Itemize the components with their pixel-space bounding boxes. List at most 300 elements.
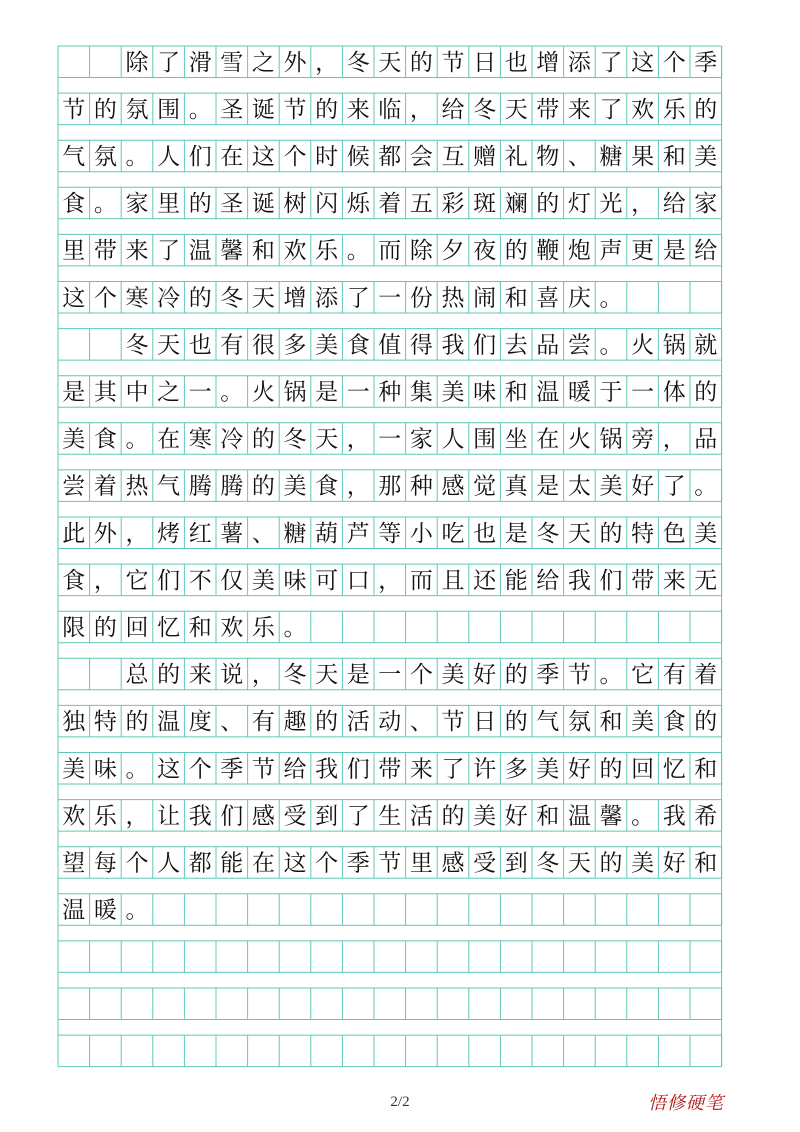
- grid-character: 感: [441, 850, 465, 877]
- grid-character: 气: [62, 143, 86, 170]
- grid-character: 值: [378, 332, 402, 359]
- grid-character: 的: [188, 191, 212, 218]
- grid-character: 来: [188, 662, 212, 689]
- grid-character: 锅: [662, 332, 686, 359]
- grid-character: 多: [283, 332, 307, 359]
- grid-character: 食: [346, 332, 370, 359]
- grid-character: 温: [536, 379, 560, 406]
- grid-character: 欢: [631, 96, 655, 123]
- grid-character: 人: [157, 143, 181, 170]
- grid-character: 是: [536, 473, 560, 500]
- grid-character: 了: [599, 96, 623, 123]
- grid-character: 的: [504, 238, 528, 265]
- grid-character: 受: [283, 803, 307, 830]
- grid-character: 灯: [567, 191, 591, 218]
- grid-character: 一: [378, 285, 402, 312]
- grid-character: 特: [93, 709, 117, 736]
- grid-character: 都: [378, 143, 402, 170]
- grid-character: 个: [662, 49, 686, 76]
- grid-character: 受: [473, 850, 497, 877]
- grid-character: 冬: [536, 520, 560, 547]
- grid-character: 人: [157, 850, 181, 877]
- grid-character: 天: [157, 332, 181, 359]
- grid-character: 给: [694, 238, 718, 265]
- grid-character: 很: [251, 332, 275, 359]
- grid-character: 感: [441, 473, 465, 500]
- grid-character: 不: [188, 567, 212, 594]
- grid-character: 。: [93, 191, 117, 218]
- grid-character: 着: [378, 191, 402, 218]
- grid-character: 的: [188, 285, 212, 312]
- grid-character: 得: [409, 332, 433, 359]
- grid-character: 和: [694, 850, 718, 877]
- grid-character: 此: [62, 520, 86, 547]
- grid-character: 美: [631, 850, 655, 877]
- grid-character: 馨: [599, 803, 623, 830]
- grid-character: 时: [315, 143, 339, 170]
- grid-character: 个: [188, 756, 212, 783]
- grid-character: 美: [631, 709, 655, 736]
- grid-character: 热: [125, 473, 149, 500]
- grid-character: 外: [283, 49, 307, 76]
- grid-character: 欢: [62, 803, 86, 830]
- grid-character: 热: [441, 285, 465, 312]
- grid-character: 美: [536, 756, 560, 783]
- grid-character: 口: [346, 567, 370, 594]
- paragraph: [62, 662, 717, 924]
- grid-character: ，: [93, 567, 117, 594]
- grid-character: 增: [283, 285, 307, 312]
- grid-character: 日: [473, 709, 497, 736]
- grid-character: 薯: [220, 520, 244, 547]
- grid-character: 人: [441, 426, 465, 453]
- grid-character: 了: [157, 238, 181, 265]
- grid-character: 味: [473, 379, 497, 406]
- grid-character: 冷: [220, 426, 244, 453]
- grid-character: 腾: [220, 473, 244, 500]
- grid-character: 能: [220, 850, 244, 877]
- grid-character: 。: [631, 803, 655, 830]
- grid-character: 。: [220, 379, 244, 406]
- grid-character: 美: [315, 332, 339, 359]
- grid-character: 食: [662, 709, 686, 736]
- grid-character: 节: [378, 850, 402, 877]
- grid-character: 在: [157, 426, 181, 453]
- grid-character: 的: [157, 662, 181, 689]
- grid-character: 它: [125, 567, 149, 594]
- grid-character: 带: [378, 756, 402, 783]
- grid-character: 夜: [473, 238, 497, 265]
- grid-character: 美: [694, 143, 718, 170]
- grid-character: 我: [188, 803, 212, 830]
- grid-character: 希: [694, 803, 718, 830]
- grid-character: 和: [662, 143, 686, 170]
- grid-character: 也: [188, 332, 212, 359]
- grid-character: 斓: [504, 191, 528, 218]
- brand-watermark: 悟修硬笔: [648, 1093, 724, 1114]
- grid-character: 它: [631, 662, 655, 689]
- grid-character: 着: [694, 662, 718, 689]
- grid-character: 一: [346, 379, 370, 406]
- grid-character: 品: [694, 426, 718, 453]
- grid-character: 食: [62, 191, 86, 218]
- grid-character: ，: [346, 426, 370, 453]
- grid-character: 给: [283, 756, 307, 783]
- grid-character: 雪: [220, 49, 244, 76]
- grid-character: 旁: [631, 426, 655, 453]
- grid-character: 葫: [315, 520, 339, 547]
- grid-character: 无: [694, 567, 718, 594]
- grid-character: 的: [536, 191, 560, 218]
- grid-character: 节: [283, 96, 307, 123]
- grid-character: 节: [62, 96, 86, 123]
- grid-character: 去: [504, 332, 528, 359]
- grid-character: 、: [251, 520, 275, 547]
- grid-character: 带: [93, 238, 117, 265]
- grid-character: 们: [220, 803, 244, 830]
- grid-character: 集: [409, 379, 433, 406]
- grid-character: 糖: [283, 520, 307, 547]
- grid-character: 品: [536, 332, 560, 359]
- grid-character: 种: [409, 473, 433, 500]
- grid-character: 天: [567, 850, 591, 877]
- grid-character: 馨: [220, 238, 244, 265]
- grid-character: 我: [662, 803, 686, 830]
- grid-character: 们: [346, 756, 370, 783]
- grid-character: 糖: [599, 143, 623, 170]
- grid-character: 添: [567, 49, 591, 76]
- grid-character: 气: [536, 709, 560, 736]
- grid-character: ，: [346, 473, 370, 500]
- grid-character: 树: [283, 191, 307, 218]
- grid-character: 。: [188, 96, 212, 123]
- grid-character: 锅: [283, 379, 307, 406]
- grid-character: 美: [441, 379, 465, 406]
- grid-character: 乐: [662, 96, 686, 123]
- grid-character: 里: [157, 191, 181, 218]
- grid-character: 。: [599, 285, 623, 312]
- grid-character: 温: [567, 803, 591, 830]
- grid-character: 寒: [125, 285, 149, 312]
- grid-character: 临: [378, 96, 402, 123]
- grid-character: 的: [93, 614, 117, 641]
- grid-character: 有: [662, 662, 686, 689]
- grid-character: 里: [409, 850, 433, 877]
- grid-character: 冷: [157, 285, 181, 312]
- grid-character: 一: [631, 379, 655, 406]
- grid-character: 光: [599, 191, 623, 218]
- grid-character: 到: [315, 803, 339, 830]
- grid-character: 冬: [346, 49, 370, 76]
- grid-character: 欢: [220, 614, 244, 641]
- grid-character: 是: [62, 379, 86, 406]
- grid-character: 就: [694, 332, 718, 359]
- grid-character: 。: [125, 143, 149, 170]
- grid-character: 日: [473, 49, 497, 76]
- grid-character: 个: [93, 285, 117, 312]
- grid-character: 季: [346, 850, 370, 877]
- grid-character: 温: [62, 897, 86, 924]
- grid-character: 一: [378, 662, 402, 689]
- grid-character: 、: [220, 709, 244, 736]
- grid-row: [58, 941, 722, 973]
- grid-character: 小: [409, 520, 433, 547]
- grid-character: 会: [409, 143, 433, 170]
- grid-character: ，: [125, 520, 149, 547]
- grid-character: 了: [441, 756, 465, 783]
- grid-character: 而: [409, 567, 433, 594]
- grid-character: 、: [409, 709, 433, 736]
- grid-character: 个: [125, 850, 149, 877]
- grid-character: 赠: [473, 143, 497, 170]
- grid-character: 真: [504, 473, 528, 500]
- grid-character: 添: [315, 285, 339, 312]
- grid-character: 彩: [441, 191, 465, 218]
- grid-character: 节: [441, 709, 465, 736]
- grid-character: 闹: [473, 285, 497, 312]
- grid-character: 是: [504, 520, 528, 547]
- grid-character: 是: [662, 238, 686, 265]
- grid-character: 天: [378, 49, 402, 76]
- grid-character: 乐: [251, 614, 275, 641]
- grid-character: 们: [473, 332, 497, 359]
- grid-character: 。: [283, 614, 307, 641]
- grid-character: 天: [504, 96, 528, 123]
- grid-character: 来: [662, 567, 686, 594]
- grid-character: 这: [157, 756, 181, 783]
- grid-character: 的: [504, 662, 528, 689]
- grid-character: 物: [536, 143, 560, 170]
- grid-character: 外: [93, 520, 117, 547]
- grid-row: [58, 894, 722, 926]
- grid-row: [58, 1035, 722, 1067]
- grid-character: 色: [662, 520, 686, 547]
- paragraph: [62, 50, 717, 312]
- grid-character: 暖: [567, 379, 591, 406]
- grid-character: 的: [504, 709, 528, 736]
- grid-character: 氛: [93, 143, 117, 170]
- grid-character: 的: [315, 96, 339, 123]
- grid-character: 的: [599, 520, 623, 547]
- grid-character: 这: [283, 850, 307, 877]
- grid-character: ，: [315, 49, 339, 76]
- grid-character: 感: [251, 803, 275, 830]
- grid-character: 有: [251, 709, 275, 736]
- grid-character: 家: [125, 191, 149, 218]
- grid-character: 坐: [504, 426, 528, 453]
- grid-character: 除: [409, 238, 433, 265]
- grid-character: 其: [93, 379, 117, 406]
- grid-character: 季: [694, 49, 718, 76]
- grid-character: 。: [694, 473, 718, 500]
- grid-character: 的: [441, 803, 465, 830]
- grid-character: 给: [536, 567, 560, 594]
- grid-character: 乐: [315, 238, 339, 265]
- grid-character: 闪: [315, 191, 339, 218]
- grid-character: 我: [441, 332, 465, 359]
- grid-character: 活: [346, 709, 370, 736]
- grid-character: 份: [409, 285, 433, 312]
- grid-character: 除: [125, 49, 149, 76]
- grid-character: 太: [567, 473, 591, 500]
- grid-character: 节: [567, 662, 591, 689]
- grid-character: 火: [631, 332, 655, 359]
- grid-character: 冬: [283, 426, 307, 453]
- grid-character: 。: [125, 897, 149, 924]
- grid-character: 好: [631, 473, 655, 500]
- grid-character: 觉: [473, 473, 497, 500]
- grid-character: 天: [315, 662, 339, 689]
- grid-character: 的: [599, 756, 623, 783]
- grid-character: 们: [599, 567, 623, 594]
- grid-character: 活: [409, 803, 433, 830]
- grid-character: 节: [441, 49, 465, 76]
- grid-character: 在: [536, 426, 560, 453]
- grid-character: 一: [188, 379, 212, 406]
- grid-character: 忆: [157, 614, 181, 641]
- grid-character: 美: [694, 520, 718, 547]
- grid-character: 是: [315, 379, 339, 406]
- grid-character: 候: [346, 143, 370, 170]
- grid-character: 忆: [662, 756, 686, 783]
- grid-character: 诞: [251, 191, 275, 218]
- grid-character: 之: [251, 49, 275, 76]
- grid-character: 们: [188, 143, 212, 170]
- grid-character: 给: [662, 191, 686, 218]
- grid-character: 炮: [567, 238, 591, 265]
- grid-character: 的: [251, 426, 275, 453]
- grid-character: 庆: [567, 285, 591, 312]
- grid-character: 氛: [567, 709, 591, 736]
- paragraph: [62, 332, 717, 641]
- grid-character: 还: [473, 567, 497, 594]
- grid-character: 气: [157, 473, 181, 500]
- grid-character: 来: [409, 756, 433, 783]
- grid-character: 着: [93, 473, 117, 500]
- grid-character: 这: [631, 49, 655, 76]
- grid-character: 限: [62, 614, 86, 641]
- grid-character: 和: [251, 238, 275, 265]
- grid-character: 。: [125, 756, 149, 783]
- grid-character: 多: [504, 756, 528, 783]
- grid-character: 的: [125, 709, 149, 736]
- grid-character: 了: [346, 803, 370, 830]
- grid-character: 一: [378, 426, 402, 453]
- grid-character: 五: [409, 191, 433, 218]
- grid-character: 温: [188, 238, 212, 265]
- grid-character: 节: [251, 756, 275, 783]
- grid-character: 冬: [473, 96, 497, 123]
- grid-character: 美: [62, 426, 86, 453]
- grid-character: ，: [631, 191, 655, 218]
- grid-character: 可: [315, 567, 339, 594]
- grid-character: 围: [157, 96, 181, 123]
- grid-character: 能: [504, 567, 528, 594]
- grid-character: 和: [694, 756, 718, 783]
- grid-character: 在: [251, 850, 275, 877]
- grid-character: 和: [536, 803, 560, 830]
- grid-character: 圣: [220, 96, 244, 123]
- grid-character: 的: [251, 473, 275, 500]
- grid-character: 好: [504, 803, 528, 830]
- grid-character: 增: [536, 49, 560, 76]
- grid-character: 和: [504, 285, 528, 312]
- grid-character: 且: [441, 567, 465, 594]
- grid-character: 天: [567, 520, 591, 547]
- grid-character: 度: [188, 709, 212, 736]
- grid-character: 食: [93, 426, 117, 453]
- grid-character: 火: [251, 379, 275, 406]
- grid-character: 那: [378, 473, 402, 500]
- grid-character: 冬: [125, 332, 149, 359]
- grid-character: 果: [631, 143, 655, 170]
- grid-character: 冬: [536, 850, 560, 877]
- grid-character: 美: [62, 756, 86, 783]
- grid-character: 的: [694, 96, 718, 123]
- grid-character: 体: [662, 379, 686, 406]
- grid-character: 这: [62, 285, 86, 312]
- grid-character: 鞭: [536, 238, 560, 265]
- grid-character: 美: [283, 473, 307, 500]
- grid-character: 种: [378, 379, 402, 406]
- grid-character: 和: [188, 614, 212, 641]
- grid-character: 芦: [346, 520, 370, 547]
- grid-character: 和: [504, 379, 528, 406]
- grid-character: 我: [567, 567, 591, 594]
- grid-character: 温: [157, 709, 181, 736]
- grid-character: 的: [409, 49, 433, 76]
- grid-character: 。: [599, 662, 623, 689]
- grid-character: 互: [441, 143, 465, 170]
- grid-character: 们: [157, 567, 181, 594]
- grid-character: 等: [378, 520, 402, 547]
- grid-character: 尝: [62, 473, 86, 500]
- grid-character: 都: [188, 850, 212, 877]
- grid-character: 。: [346, 238, 370, 265]
- grid-character: 美: [599, 473, 623, 500]
- grid-character: 是: [346, 662, 370, 689]
- grid-character: 寒: [188, 426, 212, 453]
- grid-character: 回: [125, 614, 149, 641]
- grid-character: 带: [536, 96, 560, 123]
- grid-character: 吃: [441, 520, 465, 547]
- grid-character: 美: [251, 567, 275, 594]
- grid-character: 来: [125, 238, 149, 265]
- grid-character: 了: [662, 473, 686, 500]
- grid-character: 的: [599, 850, 623, 877]
- grid-character: 仅: [220, 567, 244, 594]
- grid-character: 好: [567, 756, 591, 783]
- grid-character: 来: [346, 96, 370, 123]
- grid-character: 的: [93, 96, 117, 123]
- grid-character: 有: [220, 332, 244, 359]
- grid-character: 美: [441, 662, 465, 689]
- grid-character: 动: [378, 709, 402, 736]
- grid-character: 暖: [93, 897, 117, 924]
- grid-character: 个: [409, 662, 433, 689]
- grid-character: 和: [599, 709, 623, 736]
- grid-character: 生: [378, 803, 402, 830]
- grid-character: 夕: [441, 238, 465, 265]
- grid-character: 也: [473, 520, 497, 547]
- grid-character: 季: [536, 662, 560, 689]
- grid-character: 个: [315, 850, 339, 877]
- grid-character: 每: [93, 850, 117, 877]
- grid-character: 总: [125, 662, 149, 689]
- grid-character: 回: [631, 756, 655, 783]
- grid-character: 季: [220, 756, 244, 783]
- grid-character: 许: [473, 756, 497, 783]
